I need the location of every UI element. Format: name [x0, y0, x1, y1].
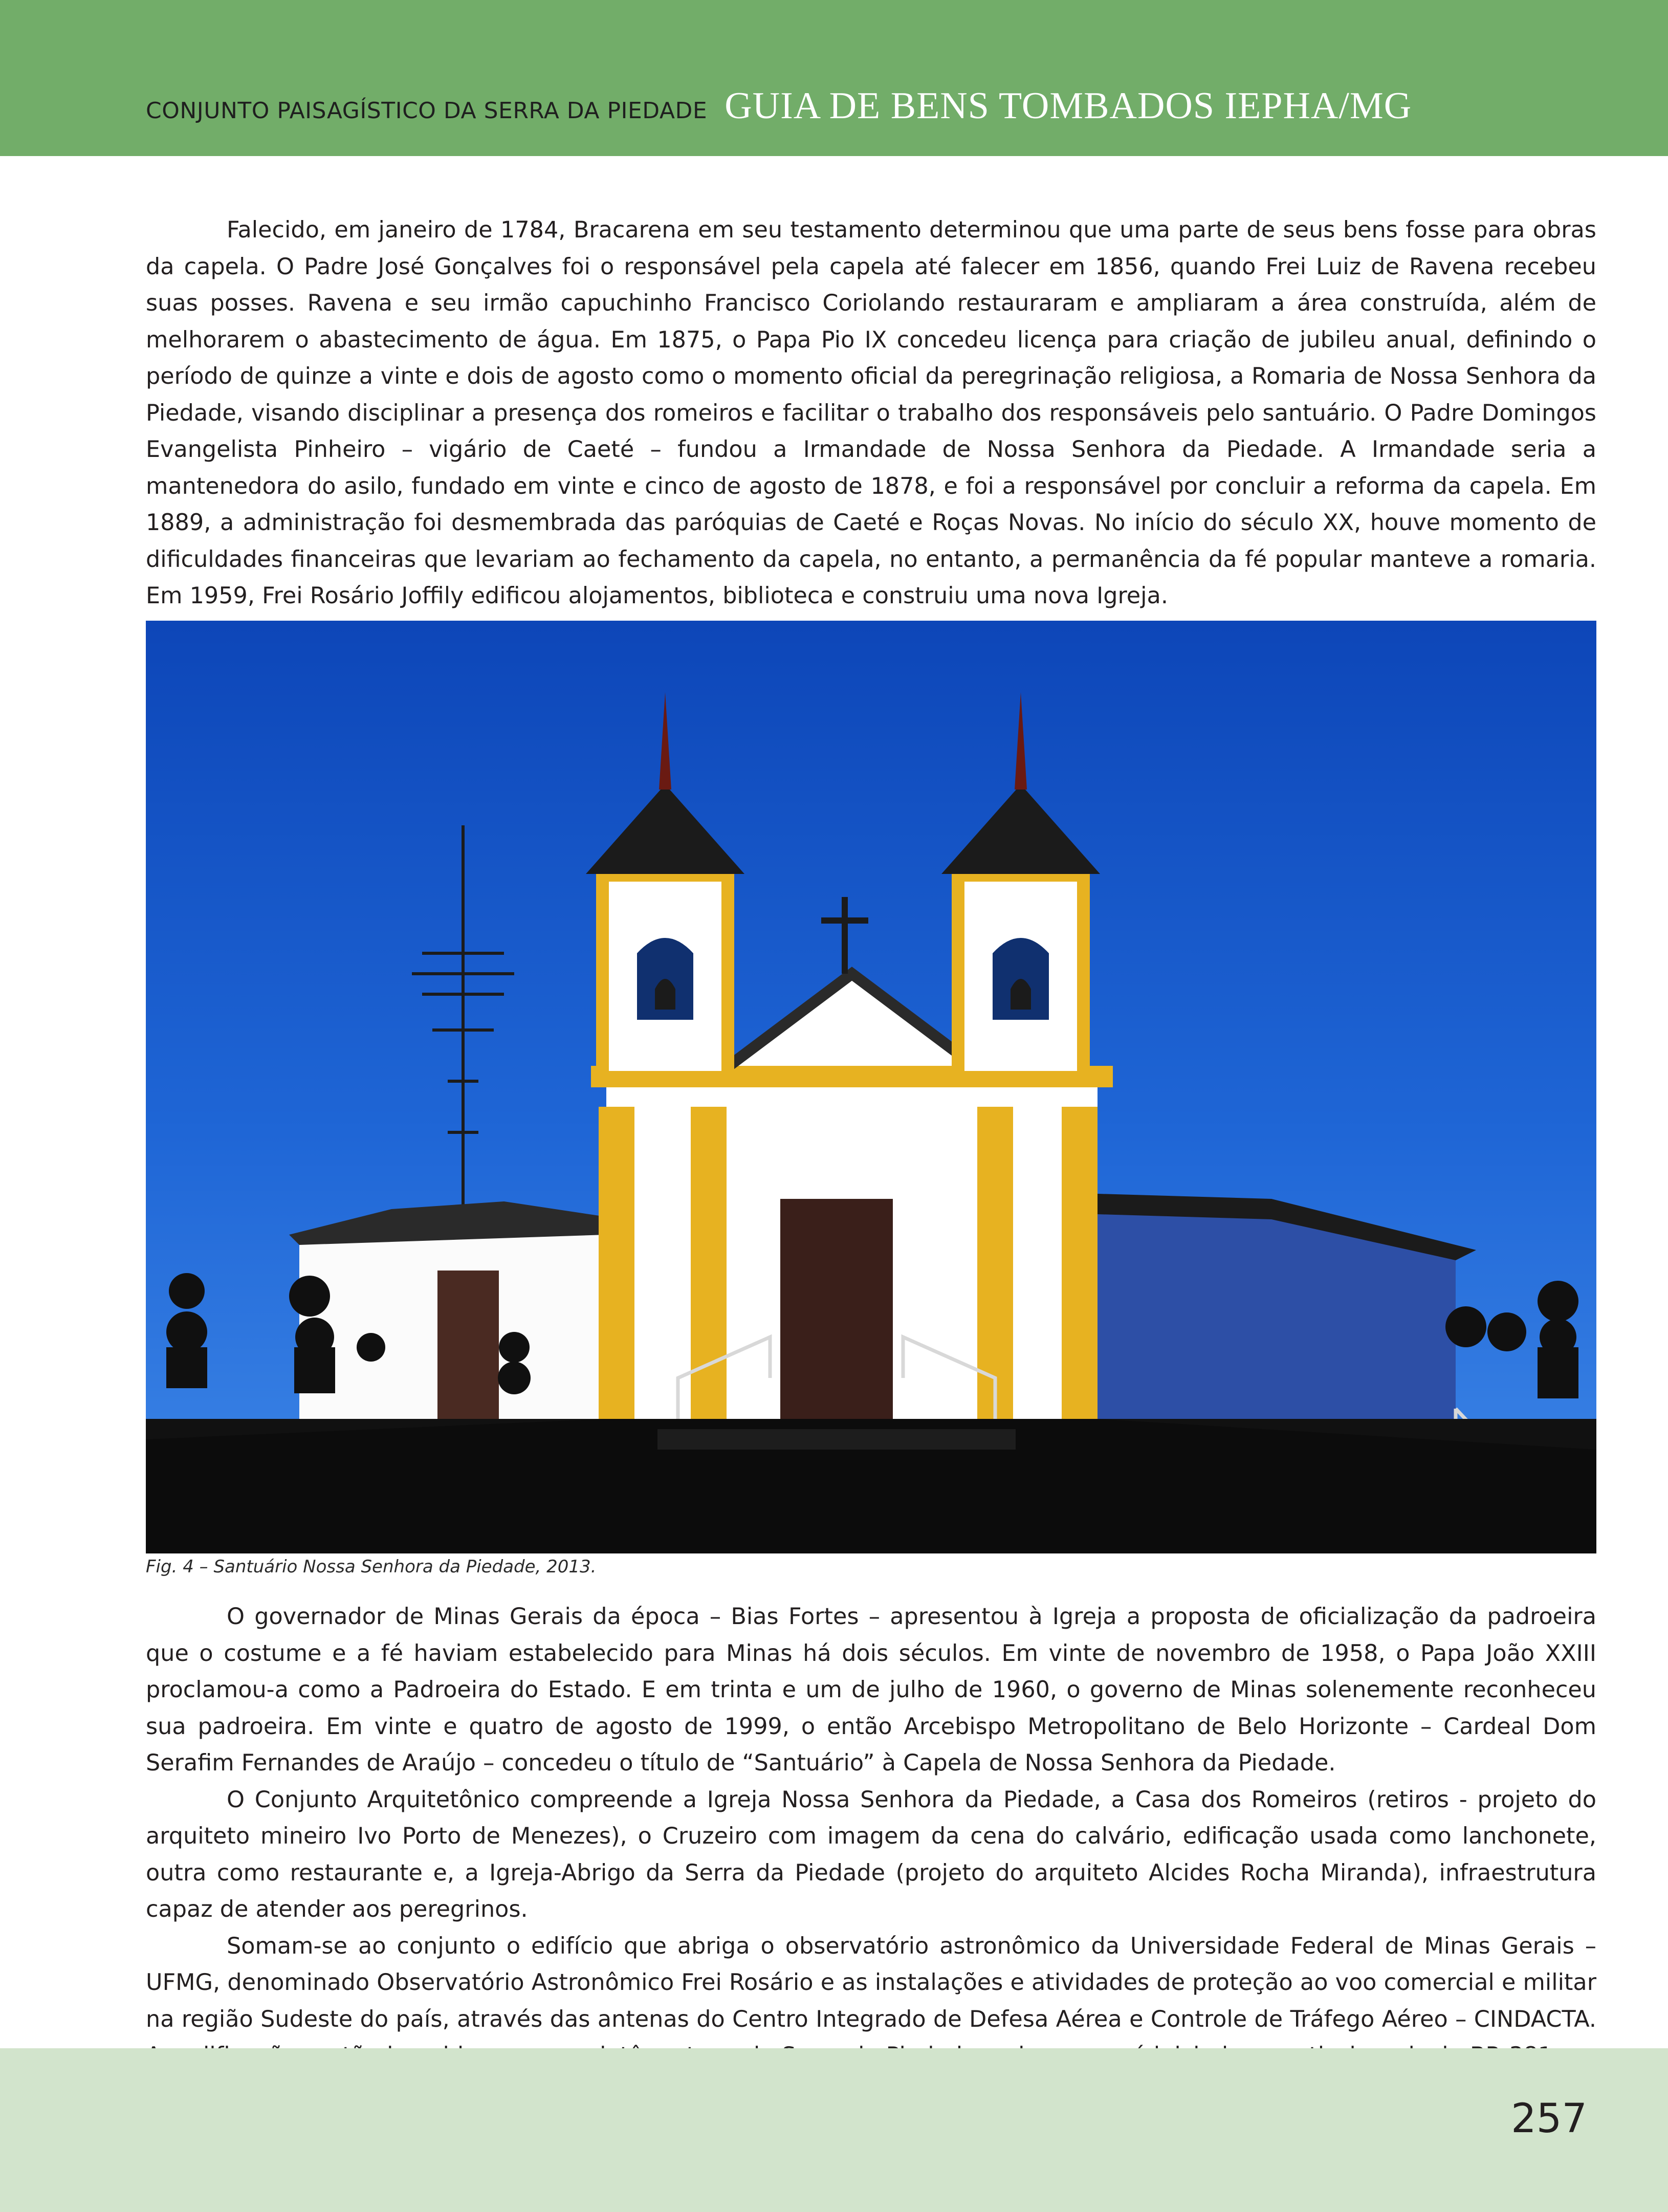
church-photo	[146, 621, 1596, 1553]
page-footer	[0, 2048, 1668, 2212]
figure-caption: Fig. 4 – Santuário Nossa Senhora da Piedade, 2013.	[146, 1557, 597, 1577]
header-row	[146, 84, 1412, 141]
body-text-bottom	[146, 1598, 1596, 2111]
page-number: 257	[1511, 2096, 1587, 2142]
header-section-name: CONJUNTO PAISAGÍSTICO DA SERRA DA PIEDADE	[146, 98, 708, 124]
paragraph: Somam-se ao conjunto o edifício que abriga o observatório astronômico da Universidade Federal de Minas Gerais – UFMG, denominado Observatório Astronômico Frei Rosário e as instalações e atividades de proteção ao voo comercial e militar na região Sudeste do país, através das antenas do Centro Integrado de Defesa Aérea e Controle de Tráfego Aéreo – CINDACTA.	[146, 1933, 1596, 2032]
page-header	[0, 0, 1668, 156]
body-text-top	[146, 212, 1596, 615]
paragraph: O governador de Minas Gerais da época – Bias Fortes – apresentou à Igreja a proposta de oficialização da padroeira que o costume e a fé haviam estabelecido para Minas há dois séculos. Em vinte de novembro de 1958, o Papa João XXIII proclamou-a como a Padroeira do Estado. E em trinta e um de julho de 1960, o governo de Minas solenemente reconheceu sua padroeira. Em vinte e quatro de agosto de 1999, o então Arcebispo Metropolitano de Belo Horizonte – Cardeal Dom Serafim Fernandes de Araújo – concedeu o título de “Santuário” à Capela de Nossa Senhora da Piedade.	[146, 1604, 1596, 1776]
paragraph: O Conjunto Arquitetônico compreende a Igreja Nossa Senhora da Piedade, a Casa dos Romeiros (retiros - projeto do arquiteto mineiro Ivo Porto de Menezes), o Cruzeiro com imagem da cena do calvário, edificação usada como lanchonete, outra como restaurante e, a Igreja-Abrigo da Serra da Piedade (projeto do arquiteto Alcides Rocha Miranda), infraestrutura capaz de atender aos peregrinos.	[146, 1786, 1596, 1922]
header-guide-title: GUIA DE BENS TOMBADOS IEPHA/MG	[725, 85, 1412, 127]
paragraph: Falecido, em janeiro de 1784, Bracarena em seu testamento determinou que uma parte de seus bens fosse para obras da capela. O Padre José Gonçalves foi o responsável pela capela até falecer em 1856, quando Frei Luiz de Ravena recebeu suas posses. Ravena e seu irmão capuchinho Francisco Coriolando restauraram e ampliaram a área construída, além de melhorarem o abastecimento de água. Em 1875, o Papa Pio IX concedeu licença para criação de jubileu anual, definindo o período de quinze a vinte e dois de agosto como o momento oficial da peregrinação religiosa, a Romaria de Nossa Senhora da Piedade, visando disciplinar a presença dos romeiros e facilitar o trabalho dos responsáveis pelo santuário. O Padre Domingos Evangelista Pinheiro – vigário de Caeté – fundou a Irmandade de Nossa Senhora da Piedade. A Irmandade seria a mantenedora do asilo, fundado em vinte e cinco de agosto de 1878, e foi a responsável por concluir a reforma da capela. Em 1889, a administração foi desmembrada das paróquias de Caeté e Roças Novas. No início do século XX, houve momento de dificuldades financeiras que levariam ao fechamento da capela, no entanto, a permanência da fé popular manteve a romaria. Em 1959, Frei Rosário Joffily edificou alojamentos, biblioteca e construiu uma nova Igreja.	[146, 217, 1596, 609]
